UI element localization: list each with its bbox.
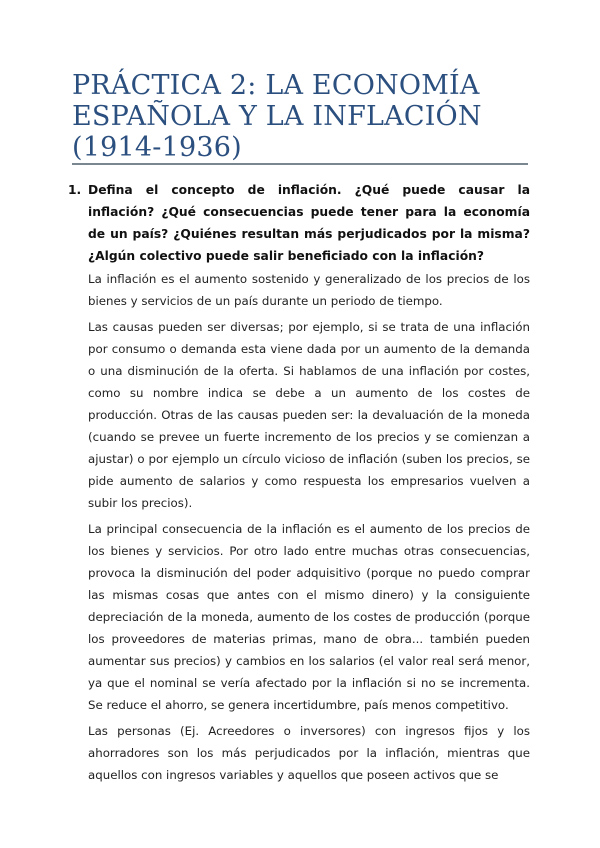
answer-paragraph-definition: La inflación es el aumento sostenido y generalizado de los precios de los bienes y servicios de un país durante un periodo de tiempo. — [88, 272, 530, 308]
answer-paragraph-causes: Las causas pueden ser diversas; por ejemplo, si se trata de una inflación por consumo o demanda esta viene dada por un aumento de la demanda o una disminución de la oferta. Si hablamos de una inflación por costes, como su nombre indica se debe a un aumento de los costes de producción. Otras de las causas pueden ser: la devaluación de la moneda (cuando se prevee un fuerte incremento de los precios y se comienzan a ajustar) o por ejemplo un círculo vicioso de inflación (suben los precios, se pide aumento de salarios y como respuesta los empresarios vuelven a subir los precios). — [88, 320, 530, 510]
answer-paragraph-consequences: La principal consecuencia de la inflación es el aumento de los precios de los bienes y servicios. Por otro lado entre muchas otras consecuencias, provoca la disminución del poder adquisitivo (porque no puedo comprar las mismas cosas que antes con el mismo dinero) y la consiguiente depreciación de la moneda, aumento de los costes de producción (porque los proveedores de materias primas, mano de obra... también pueden aumentar sus precios) y cambios en los salarios (el valor real será menor, ya que el nominal se vería afectado por la inflación si no se incrementa. Se reduce el ahorro, se genera incertidumbre, país menos competitivo. — [88, 522, 530, 712]
answer-body — [88, 268, 530, 790]
title-divider — [72, 163, 528, 165]
question-number: 1. — [68, 183, 82, 197]
question-text: Defina el concepto de inflación. ¿Qué puede causar la inflación? ¿Qué consecuencias puede tener para la economía de un país? ¿Quiénes resultan más perjudicados por la misma? ¿Algún colectivo puede salir beneficiado con la inflación? — [88, 183, 530, 263]
question-item — [68, 179, 530, 267]
answer-paragraph-affected: Las personas (Ej. Acreedores o inversores) con ingresos fijos y los ahorradores son los más perjudicados por la inflación, mientras que aquellos con ingresos variables y aquellos que poseen activos que se — [88, 724, 530, 782]
page-title: PRÁCTICA 2: LA ECONOMÍA ESPAÑOLA Y LA INFLACIÓN (1914-1936) — [72, 70, 482, 163]
